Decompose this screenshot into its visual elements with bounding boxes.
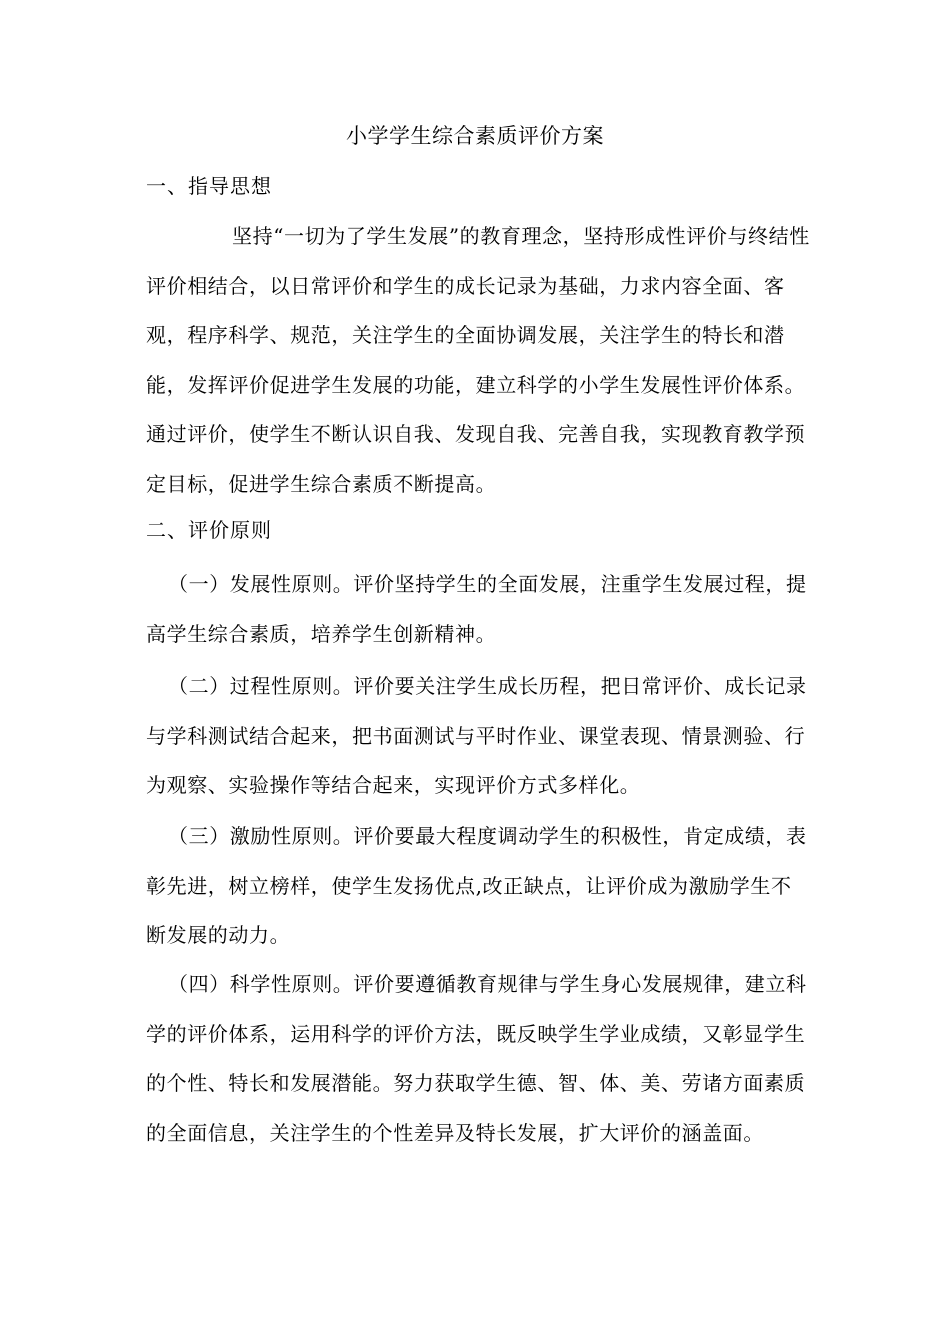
paragraph-principle-1: [146, 560, 810, 659]
section-heading-principles: 二、评价原则: [146, 518, 272, 542]
section-heading-guiding-thought: 一、指导思想: [146, 174, 272, 198]
paragraph-guiding-thought: [146, 212, 810, 509]
paragraph-text: （四）科学性原则。评价要遵循教育规律与学生身心发展规律，建立科学的评价体系，运用科学的评价方法，既反映学生学业成绩，又彰显学生的个性、特长和发展潜能。努力获取学生德、智、体、美、劳诸方面素质的全面信息，关注学生的个性差异及特长发展，扩大评价的涵盖面。: [146, 972, 807, 1145]
paragraph-principle-2: [146, 662, 810, 811]
paragraph-text: 坚持“一切为了学生发展”的教育理念，坚持形成性评价与终结性评价相结合，以日常评价和学生的成长记录为基础，力求内容全面、客观，程序科学、规范，关注学生的全面协调发展，关注学生的特长和潜能，发挥评价促进学生发展的功能，建立科学的小学生发展性评价体系。通过评价，使学生不断认识自我、发现自我、完善自我，实现教育教学预定目标，促进学生综合素质不断提高。: [146, 224, 810, 496]
paragraph-text: （二）过程性原则。评价要关注学生成长历程，把日常评价、成长记录与学科测试结合起来，把书面测试与平时作业、课堂表现、情景测验、行为观察、实验操作等结合起来，实现评价方式多样化。: [146, 674, 807, 797]
document-title: 小学学生综合素质评价方案: [346, 124, 604, 148]
paragraph-text: （一）发展性原则。评价坚持学生的全面发展，注重学生发展过程，提高学生综合素质，培养学生创新精神。: [146, 572, 807, 646]
paragraph-principle-3: [146, 812, 810, 961]
paragraph-principle-4: [146, 960, 810, 1158]
paragraph-text: （三）激励性原则。评价要最大程度调动学生的积极性，肯定成绩，表彰先进，树立榜样，使学生发扬优点,改正缺点，让评价成为激励学生不断发展的动力。: [146, 824, 807, 947]
